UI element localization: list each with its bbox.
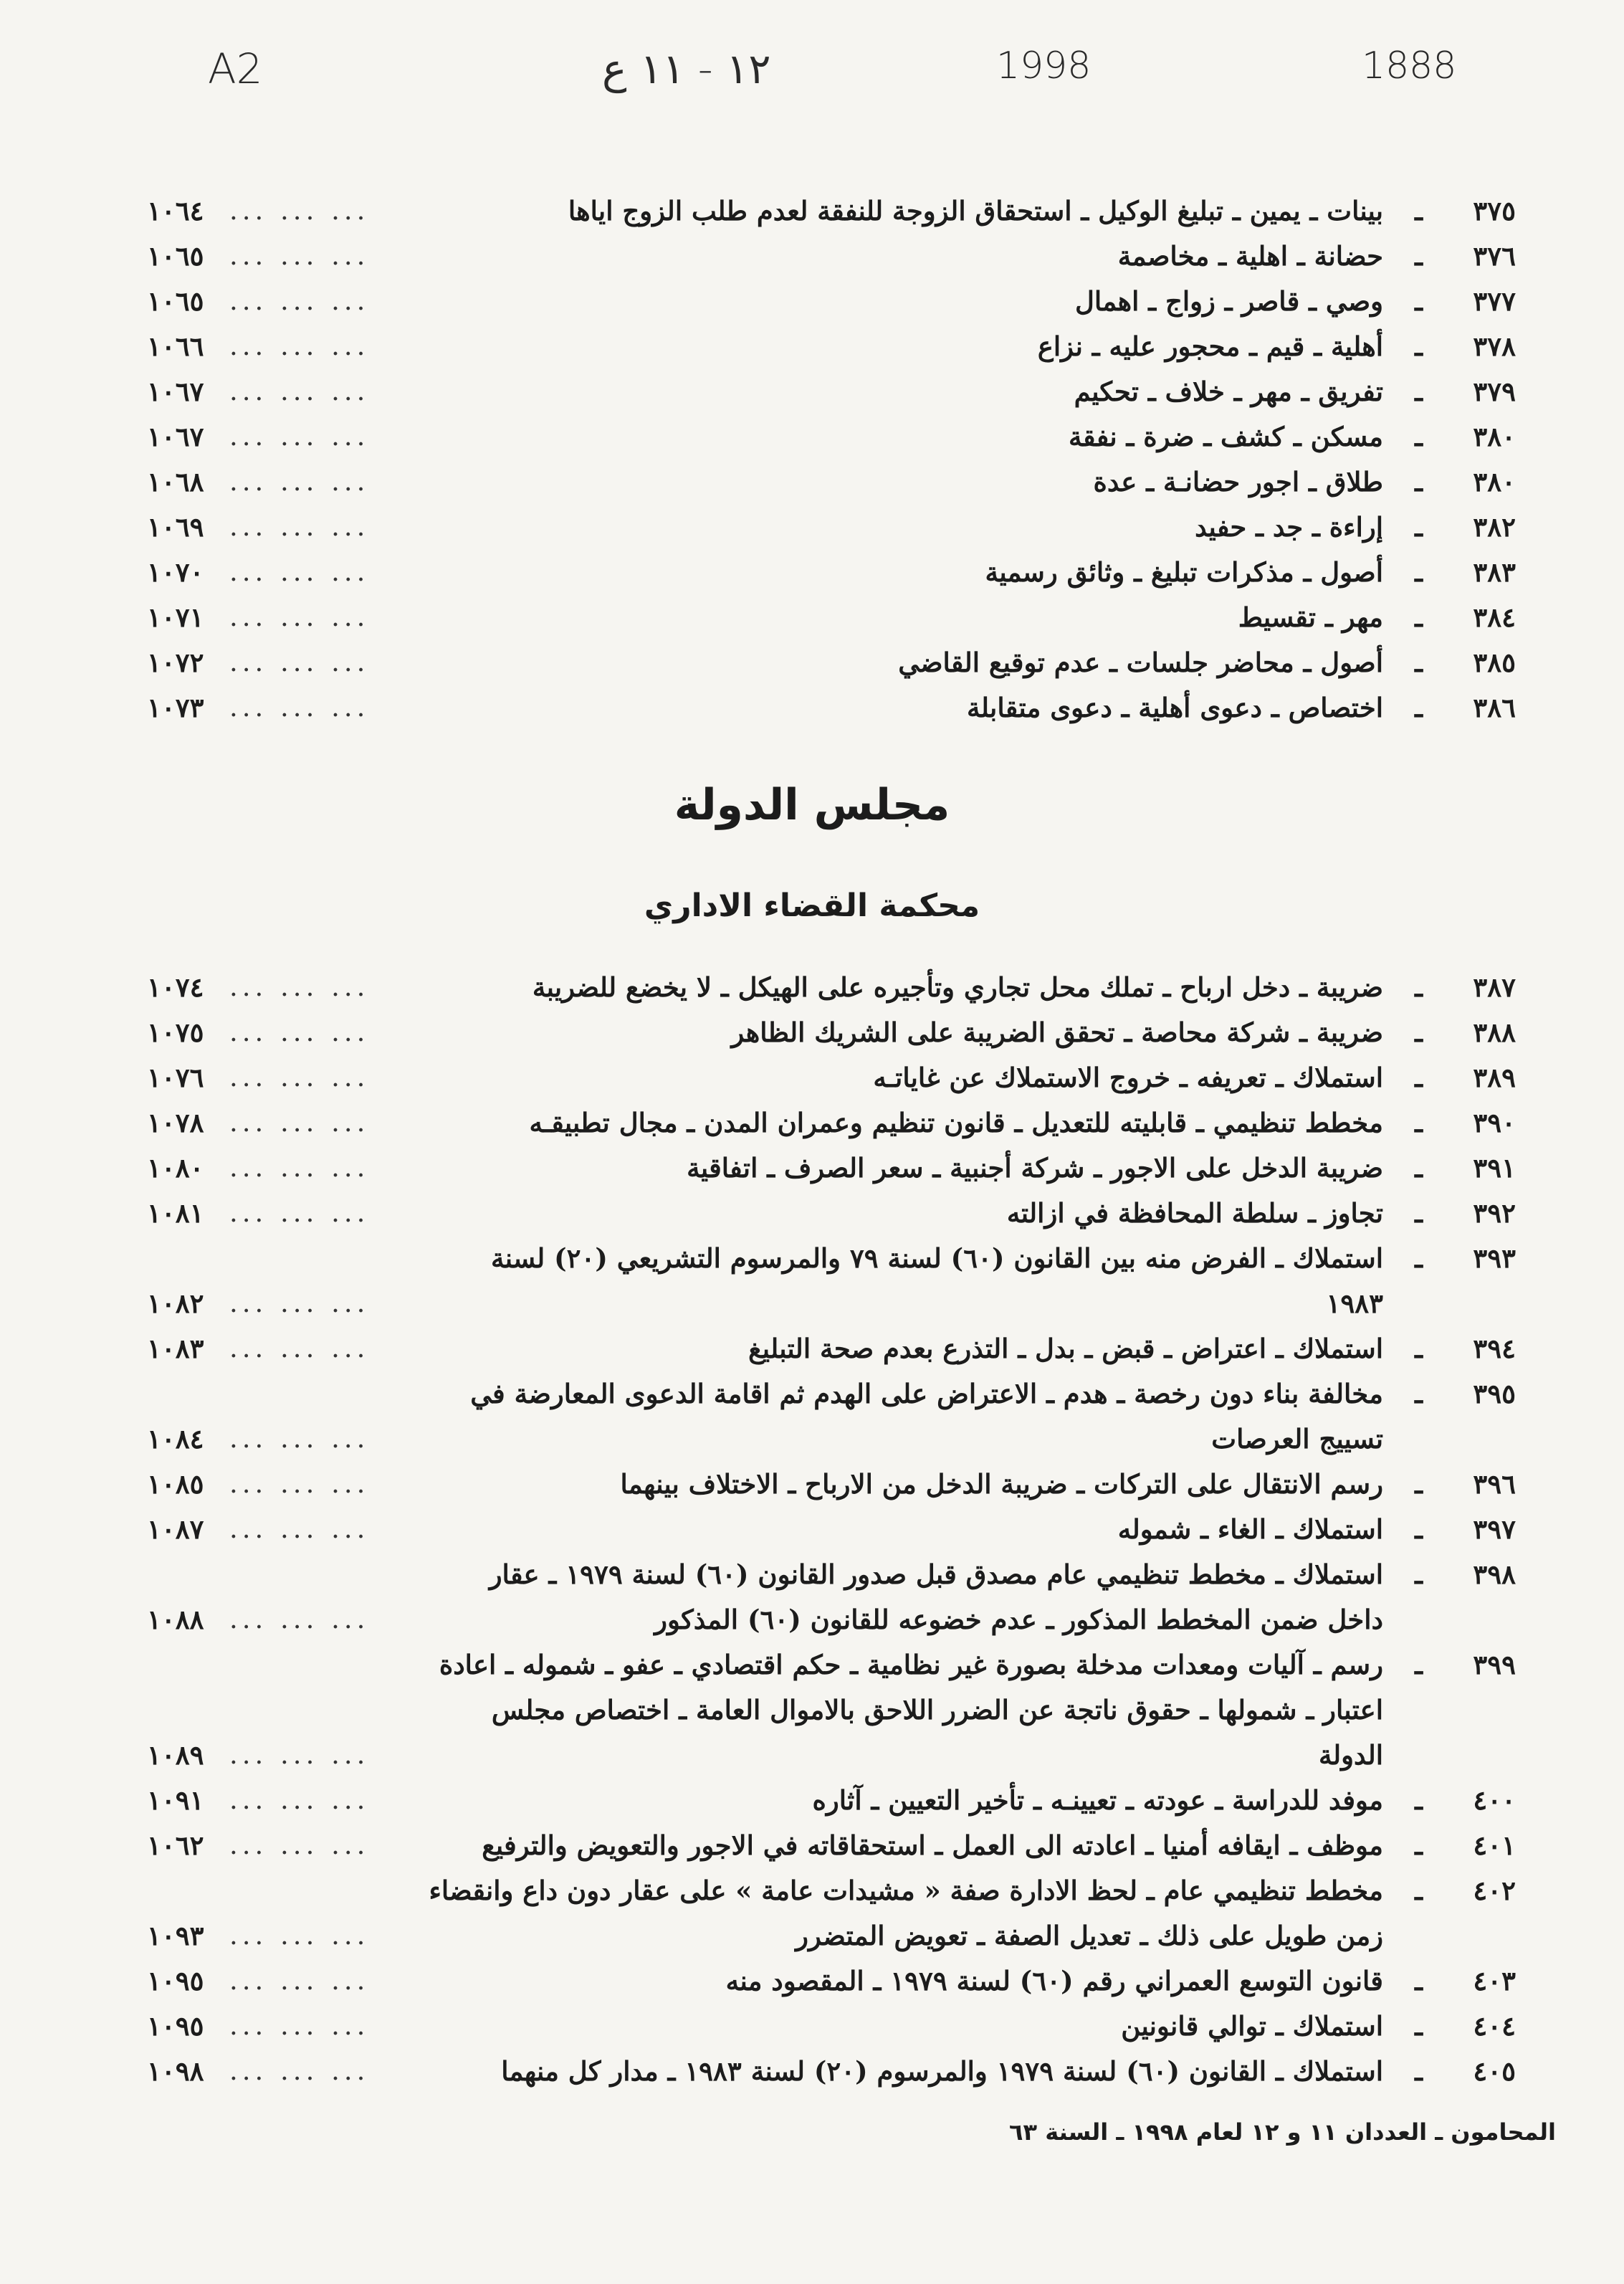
entry-number: ٣٨٧ xyxy=(1473,971,1516,1003)
index-entry-continuation xyxy=(147,1280,1516,1326)
entry-number: ٣٨٠ xyxy=(1473,421,1516,452)
entry-dash: ـ xyxy=(1415,647,1423,678)
entry-page: ١٠٦٤ xyxy=(147,195,204,227)
index-entry xyxy=(147,1551,1516,1597)
entry-text: مخطط تنظيمي عام ـ لحظ الادارة صفة « مشيدات عامة » على عقار دون داع وانقضاء xyxy=(429,1875,1383,1906)
entry-dash: ـ xyxy=(1415,466,1423,498)
leader-dots: ... ... ... xyxy=(229,1468,370,1499)
index-entry xyxy=(147,594,1516,639)
index-list-personal-status xyxy=(147,188,1516,730)
entry-page: ١٠٦٢ xyxy=(147,1829,204,1861)
entry-dash: ـ xyxy=(1415,1333,1423,1364)
entry-text: ضريبة ـ دخل ارباح ـ تملك محل تجاري وتأجيره على الهيكل ـ لا يخضع للضريبة xyxy=(532,971,1383,1003)
entry-number: ٣٩٨ xyxy=(1473,1559,1516,1590)
entry-page: ١٠٨٧ xyxy=(147,1513,204,1545)
entry-dash: ـ xyxy=(1415,601,1423,633)
leader-dots: ... ... ... xyxy=(229,1920,370,1951)
index-entry-continuation xyxy=(147,1913,1516,1958)
leader-dots: ... ... ... xyxy=(229,1604,370,1635)
entry-text: إراءة ـ جد ـ حفيد xyxy=(1195,511,1383,543)
index-entry xyxy=(147,2003,1516,2048)
index-entry xyxy=(147,1235,1516,1280)
entry-number: ٤٠٤ xyxy=(1473,2010,1516,2042)
entry-number: ٤٠٣ xyxy=(1473,1965,1516,1997)
entry-text: مخطط تنظيمي ـ قابليته للتعديل ـ قانون تنظيم وعمران المدن ـ مجال تطبيقـه xyxy=(529,1107,1383,1138)
leader-dots: ... ... ... xyxy=(229,285,370,316)
index-entry xyxy=(147,368,1516,414)
index-entry xyxy=(147,964,1516,1009)
entry-text: أهلية ـ قيم ـ محجور عليه ـ نزاع xyxy=(1037,330,1383,362)
entry-dash: ـ xyxy=(1415,240,1423,272)
leader-dots: ... ... ... xyxy=(229,2055,370,2086)
index-entry xyxy=(147,549,1516,594)
entry-number: ٣٧٦ xyxy=(1473,240,1516,272)
entry-page: ١٠٧٠ xyxy=(147,556,204,588)
entry-dash: ـ xyxy=(1415,1559,1423,1590)
entry-dash: ـ xyxy=(1415,1965,1423,1997)
entry-number: ٣٨٦ xyxy=(1473,692,1516,723)
leader-dots: ... ... ... xyxy=(229,2010,370,2041)
index-entry xyxy=(147,2048,1516,2093)
entry-text: استملاك ـ اعتراض ـ قبض ـ بدل ـ التذرع بعدم صحة التبليغ xyxy=(748,1333,1383,1364)
entry-dash: ـ xyxy=(1415,556,1423,588)
entry-dash: ـ xyxy=(1415,330,1423,362)
entry-number: ٤٠٥ xyxy=(1473,2055,1516,2087)
entry-dash: ـ xyxy=(1415,285,1423,317)
entry-dash: ـ xyxy=(1415,376,1423,407)
index-entry xyxy=(147,504,1516,549)
entry-number: ٣٩٠ xyxy=(1473,1107,1516,1138)
entry-text: رسم ـ آليات ومعدات مدخلة بصورة غير نظامية ـ حكم اقتصادي ـ عفو ـ شموله ـ اعادة xyxy=(439,1649,1383,1680)
entry-number: ٣٩٣ xyxy=(1473,1242,1516,1274)
leader-dots: ... ... ... xyxy=(229,1333,370,1364)
index-entry xyxy=(147,1100,1516,1145)
entry-dash: ـ xyxy=(1415,1875,1423,1906)
entry-dash: ـ xyxy=(1415,195,1423,227)
entry-page: ١٠٧٥ xyxy=(147,1017,204,1048)
subheading-administrative-court: محكمة القضاء الاداري xyxy=(644,888,980,924)
entry-text: استملاك ـ الغاء ـ شموله xyxy=(1117,1513,1383,1545)
handwritten-note-b: ١٢ - ١١ ع xyxy=(602,44,771,93)
index-entry xyxy=(147,1371,1516,1416)
entry-page: ١٠٩٨ xyxy=(147,2055,204,2087)
entry-dash: ـ xyxy=(1415,1649,1423,1680)
entry-dash: ـ xyxy=(1415,1513,1423,1545)
entry-dash: ـ xyxy=(1415,1107,1423,1138)
entry-dash: ـ xyxy=(1415,1152,1423,1184)
index-entry xyxy=(147,1642,1516,1687)
index-entry xyxy=(147,1326,1516,1371)
entry-page: ١٠٧٣ xyxy=(147,692,204,723)
leader-dots: ... ... ... xyxy=(229,195,370,226)
entry-dash: ـ xyxy=(1415,1197,1423,1229)
entry-number: ٤٠٠ xyxy=(1473,1784,1516,1816)
entry-page: ١٠٦٥ xyxy=(147,285,204,317)
entry-number: ٣٩٧ xyxy=(1473,1513,1516,1545)
entry-text: حضانة ـ اهلية ـ مخاصمة xyxy=(1117,240,1383,272)
entry-dash: ـ xyxy=(1415,1378,1423,1409)
entry-page: ١٠٧٢ xyxy=(147,647,204,678)
leader-dots: ... ... ... xyxy=(229,601,370,632)
entry-text: أصول ـ مذكرات تبليغ ـ وثائق رسمية xyxy=(985,556,1383,588)
entry-page: ١٠٧٦ xyxy=(147,1062,204,1093)
entry-page: ١٠٨١ xyxy=(147,1197,204,1229)
entry-page: ١٠٦٧ xyxy=(147,376,204,407)
entry-text: مخالفة بناء دون رخصة ـ هدم ـ الاعتراض على الهدم ثم اقامة الدعوى المعارضة في xyxy=(470,1378,1383,1409)
entry-dash: ـ xyxy=(1415,1829,1423,1861)
entry-page: ١٠٨٢ xyxy=(147,1288,204,1319)
entry-text: استملاك ـ توالي قانونين xyxy=(1121,2010,1383,2042)
entry-dash: ـ xyxy=(1415,1784,1423,1816)
leader-dots: ... ... ... xyxy=(229,647,370,677)
index-entry-continuation xyxy=(147,1687,1516,1732)
entry-number: ٣٩٩ xyxy=(1473,1649,1516,1680)
leader-dots: ... ... ... xyxy=(229,1152,370,1183)
entry-text-continued: الدولة xyxy=(1319,1739,1383,1771)
index-entry xyxy=(147,1958,1516,2003)
index-entry-continuation xyxy=(147,1416,1516,1461)
entry-text: طلاق ـ اجور حضانـة ـ عدة xyxy=(1093,466,1383,498)
index-entry xyxy=(147,1867,1516,1913)
leader-dots: ... ... ... xyxy=(229,1017,370,1047)
handwritten-note-c: 1998 xyxy=(996,44,1092,87)
entry-page: ١٠٨٣ xyxy=(147,1333,204,1364)
entry-page: ١٠٩١ xyxy=(147,1784,204,1816)
entry-text: استملاك ـ القانون (٦٠) لسنة ١٩٧٩ والمرسوم (٢٠) لسنة ١٩٨٣ ـ مدار كل منهما xyxy=(501,2055,1383,2087)
entry-number: ٣٨٢ xyxy=(1473,511,1516,543)
leader-dots: ... ... ... xyxy=(229,466,370,497)
entry-number: ٣٧٩ xyxy=(1473,376,1516,407)
handwritten-note-a: A2 xyxy=(208,44,263,93)
entry-text: أصول ـ محاضر جلسات ـ عدم توقيع القاضي xyxy=(898,647,1383,678)
index-entry xyxy=(147,1145,1516,1190)
leader-dots: ... ... ... xyxy=(229,511,370,542)
entry-number: ٣٨٤ xyxy=(1473,601,1516,633)
index-entry xyxy=(147,1055,1516,1100)
entry-text-continued: داخل ضمن المخطط المذكور ـ عدم خضوعه للقانون (٦٠) المذكور xyxy=(654,1604,1383,1635)
index-entry xyxy=(147,1506,1516,1551)
entry-text: اختصاص ـ دعوى أهلية ـ دعوى متقابلة xyxy=(966,692,1383,723)
entry-text-continued: زمن طويل على ذلك ـ تعديل الصفة ـ تعويض المتضرر xyxy=(796,1920,1383,1951)
entry-page: ١٠٧٤ xyxy=(147,971,204,1003)
entry-text: مهر ـ تقسيط xyxy=(1238,601,1383,633)
leader-dots: ... ... ... xyxy=(229,421,370,452)
entry-page: ١٠٩٣ xyxy=(147,1920,204,1951)
entry-dash: ـ xyxy=(1415,2010,1423,2042)
index-entry xyxy=(147,278,1516,323)
entry-page: ١٠٩٥ xyxy=(147,2010,204,2042)
entry-text: موظف ـ ايقافه أمنيا ـ اعادته الى العمل ـ استحقاقاته في الاجور والتعويض والترفيع xyxy=(482,1829,1383,1861)
entry-page: ١٠٨٩ xyxy=(147,1739,204,1771)
handwritten-note-d: 1888 xyxy=(1362,44,1457,87)
entry-page: ١٠٨٥ xyxy=(147,1468,204,1500)
entry-text-continued: ١٩٨٣ xyxy=(1326,1288,1383,1319)
index-entry xyxy=(147,1777,1516,1822)
entry-dash: ـ xyxy=(1415,1017,1423,1048)
leader-dots: ... ... ... xyxy=(229,1739,370,1770)
entry-text-continued: تسييج العرصات xyxy=(1211,1423,1383,1455)
leader-dots: ... ... ... xyxy=(229,556,370,587)
entry-page: ١٠٩٥ xyxy=(147,1965,204,1997)
entry-text: قانون التوسع العمراني رقم (٦٠) لسنة ١٩٧٩ ـ المقصود منه xyxy=(725,1965,1383,1997)
entry-number: ٣٨٥ xyxy=(1473,647,1516,678)
leader-dots: ... ... ... xyxy=(229,1062,370,1093)
entry-text: بينات ـ يمين ـ تبليغ الوكيل ـ استحقاق الزوجة للنفقة لعدم طلب الزوج اياها xyxy=(568,195,1383,227)
leader-dots: ... ... ... xyxy=(229,1784,370,1815)
entry-number: ٣٨٠ xyxy=(1473,466,1516,498)
index-entry xyxy=(147,459,1516,504)
index-list-administrative xyxy=(147,964,1516,2093)
leader-dots: ... ... ... xyxy=(229,376,370,406)
entry-number: ٣٩٢ xyxy=(1473,1197,1516,1229)
index-entry xyxy=(147,188,1516,233)
entry-dash: ـ xyxy=(1415,1242,1423,1274)
entry-text: استملاك ـ مخطط تنظيمي عام مصدق قبل صدور القانون (٦٠) لسنة ١٩٧٩ ـ عقار xyxy=(489,1559,1383,1590)
entry-text: تجاوز ـ سلطة المحافظة في ازالته xyxy=(1006,1197,1383,1229)
index-entry xyxy=(147,323,1516,368)
entry-dash: ـ xyxy=(1415,1062,1423,1093)
entry-page: ١٠٧١ xyxy=(147,601,204,633)
entry-dash: ـ xyxy=(1415,511,1423,543)
leader-dots: ... ... ... xyxy=(229,1423,370,1454)
entry-page: ١٠٦٥ xyxy=(147,240,204,272)
entry-dash: ـ xyxy=(1415,1468,1423,1500)
entry-dash: ـ xyxy=(1415,971,1423,1003)
leader-dots: ... ... ... xyxy=(229,1829,370,1860)
entry-number: ٣٨٣ xyxy=(1473,556,1516,588)
leader-dots: ... ... ... xyxy=(229,692,370,723)
entry-text: تفريق ـ مهر ـ خلاف ـ تحكيم xyxy=(1074,376,1383,407)
entry-page: ١٠٦٦ xyxy=(147,330,204,362)
leader-dots: ... ... ... xyxy=(229,1107,370,1138)
section-heading-state-council: مجلس الدولة xyxy=(674,780,950,830)
entry-text: مسكن ـ كشف ـ ضرة ـ نفقة xyxy=(1069,421,1383,452)
entry-page: ١٠٨٤ xyxy=(147,1423,204,1455)
entry-dash: ـ xyxy=(1415,2055,1423,2087)
leader-dots: ... ... ... xyxy=(229,971,370,1002)
entry-number: ٣٨٨ xyxy=(1473,1017,1516,1048)
entry-page: ١٠٦٩ xyxy=(147,511,204,543)
entry-number: ٣٧٨ xyxy=(1473,330,1516,362)
entry-text: موفد للدراسة ـ عودته ـ تعيينـه ـ تأخير التعيين ـ آثاره xyxy=(812,1784,1383,1816)
entry-text: ضريبة الدخل على الاجور ـ شركة أجنبية ـ سعر الصرف ـ اتفاقية xyxy=(687,1152,1383,1184)
entry-page: ١٠٦٨ xyxy=(147,466,204,498)
index-entry xyxy=(147,639,1516,685)
entry-number: ٣٧٥ xyxy=(1473,195,1516,227)
index-entry xyxy=(147,414,1516,459)
leader-dots: ... ... ... xyxy=(229,240,370,271)
entry-page: ١٠٦٧ xyxy=(147,421,204,452)
index-entry-continuation xyxy=(147,1597,1516,1642)
index-entry xyxy=(147,1009,1516,1055)
entry-number: ٣٩٤ xyxy=(1473,1333,1516,1364)
entry-text-continued: اعتبار ـ شمولها ـ حقوق ناتجة عن الضرر اللاحق بالاموال العامة ـ اختصاص مجلس xyxy=(491,1694,1383,1726)
entry-page: ١٠٨٨ xyxy=(147,1604,204,1635)
entry-dash: ـ xyxy=(1415,692,1423,723)
entry-dash: ـ xyxy=(1415,421,1423,452)
index-entry xyxy=(147,1822,1516,1867)
leader-dots: ... ... ... xyxy=(229,1197,370,1228)
index-entry xyxy=(147,685,1516,730)
entry-text: استملاك ـ الفرض منه بين القانون (٦٠) لسنة ٧٩ والمرسوم التشريعي (٢٠) لسنة xyxy=(490,1242,1383,1274)
entry-number: ٣٩١ xyxy=(1473,1152,1516,1184)
leader-dots: ... ... ... xyxy=(229,1965,370,1996)
entry-number: ٣٩٦ xyxy=(1473,1468,1516,1500)
entry-number: ٤٠٢ xyxy=(1473,1875,1516,1906)
index-entry xyxy=(147,1461,1516,1506)
entry-number: ٣٧٧ xyxy=(1473,285,1516,317)
leader-dots: ... ... ... xyxy=(229,1288,370,1318)
leader-dots: ... ... ... xyxy=(229,1513,370,1544)
index-entry xyxy=(147,233,1516,278)
entry-text: رسم الانتقال على التركات ـ ضريبة الدخل من الارباح ـ الاختلاف بينهما xyxy=(620,1468,1383,1500)
page-footer: المحامون ـ العددان ١١ و ١٢ لعام ١٩٩٨ ـ السنة ٦٣ xyxy=(1009,2118,1556,2146)
entry-page: ١٠٨٠ xyxy=(147,1152,204,1184)
entry-text: وصي ـ قاصر ـ زواج ـ اهمال xyxy=(1075,285,1383,317)
entry-number: ٣٩٥ xyxy=(1473,1378,1516,1409)
entry-number: ٤٠١ xyxy=(1473,1829,1516,1861)
entry-text: استملاك ـ تعريفه ـ خروج الاستملاك عن غاياتـه xyxy=(873,1062,1383,1093)
entry-page: ١٠٧٨ xyxy=(147,1107,204,1138)
index-entry-continuation xyxy=(147,1732,1516,1777)
leader-dots: ... ... ... xyxy=(229,330,370,361)
entry-number: ٣٨٩ xyxy=(1473,1062,1516,1093)
index-entry xyxy=(147,1190,1516,1235)
entry-text: ضريبة ـ شركة محاصة ـ تحقق الضريبة على الشريك الظاهر xyxy=(731,1017,1383,1048)
